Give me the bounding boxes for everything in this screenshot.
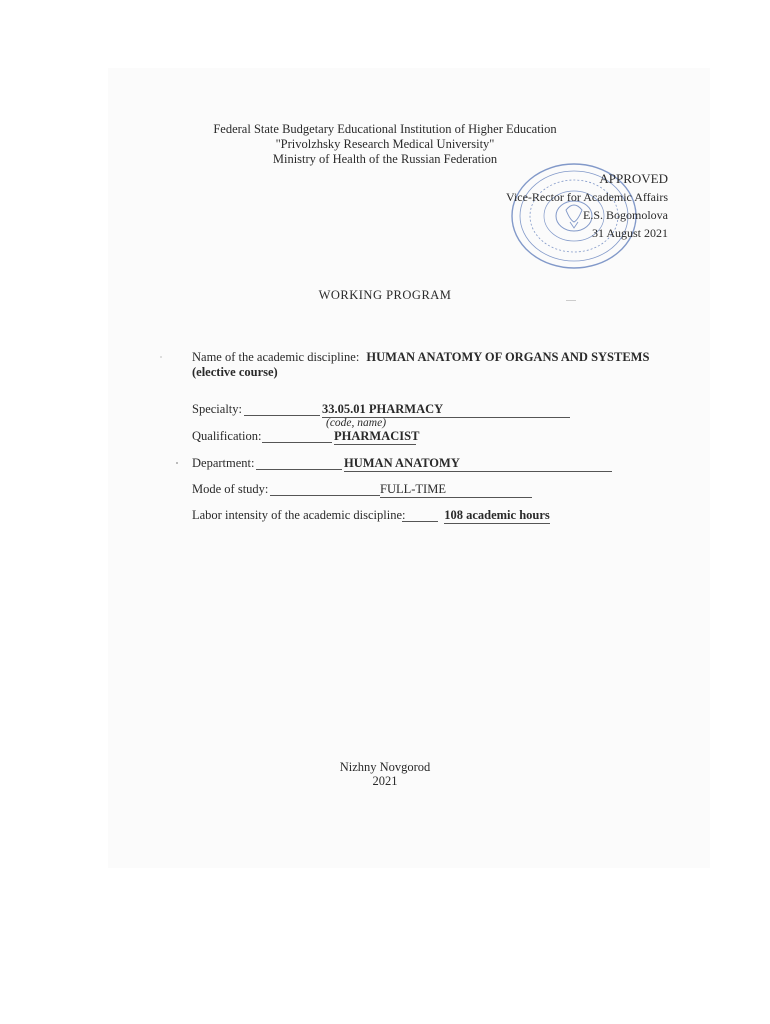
mode-of-study-blank-left bbox=[270, 495, 380, 496]
discipline-label: Name of the academic discipline: bbox=[192, 350, 360, 364]
labor-intensity-label: Labor intensity of the academic discipline: bbox=[192, 508, 406, 522]
specialty-value: 33.05.01 PHARMACY bbox=[322, 402, 570, 418]
document-title: WORKING PROGRAM bbox=[318, 288, 452, 302]
discipline-value: HUMAN ANATOMY OF ORGANS AND SYSTEMS bbox=[366, 350, 650, 364]
mode-of-study-value-wrap bbox=[380, 482, 532, 498]
qualification-value: PHARMACIST bbox=[334, 429, 420, 443]
department-value-wrap bbox=[344, 456, 612, 472]
qualification-value-wrap bbox=[334, 429, 420, 445]
institution-line-3: Ministry of Health of the Russian Federation bbox=[272, 152, 498, 166]
specialty-label: Specialty: bbox=[192, 402, 242, 416]
department-value: HUMAN ANATOMY bbox=[344, 456, 612, 472]
scan-speck bbox=[160, 356, 162, 358]
scan-speck bbox=[566, 300, 576, 301]
labor-intensity-blank-left bbox=[402, 521, 438, 522]
department-label: Department: bbox=[192, 456, 255, 470]
approver-position: Vice-Rector for Academic Affairs bbox=[506, 190, 668, 204]
footer-year: 2021 bbox=[372, 774, 398, 788]
approved-title: APPROVED bbox=[599, 171, 668, 186]
specialty-blank-left bbox=[244, 415, 320, 416]
footer-city: Nizhny Novgorod bbox=[339, 760, 431, 774]
specialty-value-wrap bbox=[322, 402, 570, 418]
approval-date: 31 August 2021 bbox=[591, 226, 668, 240]
approver-name: E.S. Bogomolova bbox=[582, 208, 668, 222]
institution-line-1: Federal State Budgetary Educational Institution of Higher Education bbox=[213, 122, 557, 136]
qualification-blank-left bbox=[262, 442, 332, 443]
discipline-row bbox=[192, 350, 649, 365]
department-blank-left bbox=[256, 469, 342, 470]
qualification-label: Qualification: bbox=[192, 429, 262, 443]
approval-block bbox=[468, 170, 668, 242]
specialty-sub-label: (code, name) bbox=[326, 417, 387, 429]
labor-intensity-value-wrap bbox=[444, 508, 550, 524]
scan-speck bbox=[176, 462, 178, 464]
mode-of-study-label: Mode of study: bbox=[192, 482, 269, 496]
mode-of-study-value: FULL-TIME bbox=[380, 482, 532, 498]
discipline-note: (elective course) bbox=[192, 365, 278, 379]
institution-line-2: "Privolzhsky Research Medical University" bbox=[275, 137, 495, 151]
labor-intensity-value: 108 academic hours bbox=[444, 508, 550, 522]
